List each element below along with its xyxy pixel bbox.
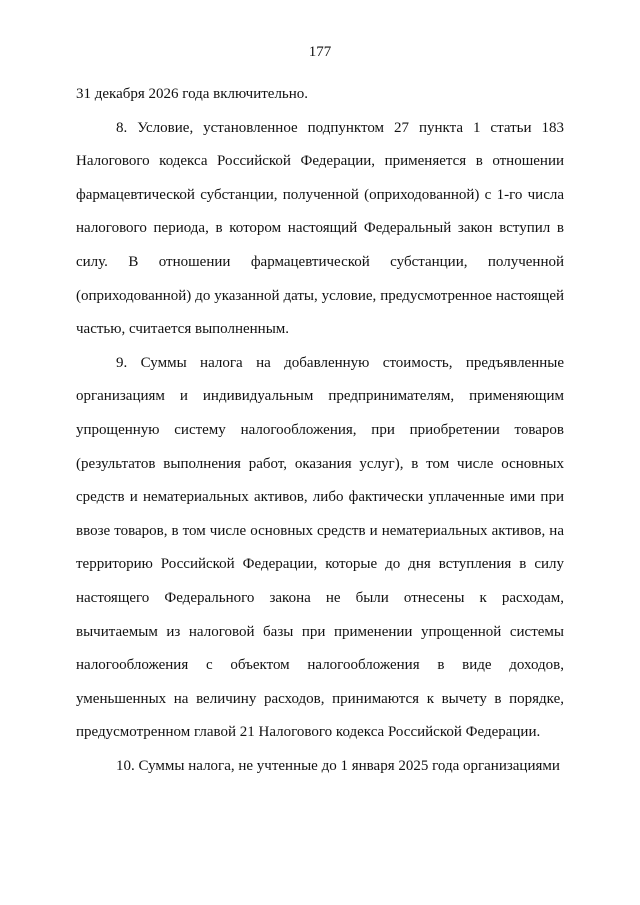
paragraph-continuation: 31 декабря 2026 года включительно. [76, 86, 309, 102]
paragraph-9: 9. Суммы налога на добавленную стоимость, предъявленные организациям и индивидуальным предпринимателям, применяющим упрощенную систему налогообложения, при приобретении товаров (результатов выполнения работ, оказания услуг), в том числе основных средств и нематериальных активов, либо фактически уплаченные ими при ввозе товаров, в том числе основных средств и нематериальных активов, на территорию Российской Федерации, которые до дня вступления в силу настоящего Федерального закона не были отнесены к расходам, вычитаемым из налоговой базы при применении упрощенной системы налогообложения с объектом налогообложения в виде доходов, уменьшенных на величину расходов, принимаются к вычету в порядке, предусмотренном главой 21 Налогового кодекса Российской Федерации. [76, 354, 564, 741]
paragraph-10: 10. Суммы налога, не учтенные до 1 января 2025 года организациями [116, 757, 560, 774]
document-body [76, 78, 564, 783]
page-number: 177 [308, 44, 332, 60]
paragraph-8: 8. Условие, установленное подпунктом 27 пункта 1 статьи 183 Налогового кодекса Российской Федерации, применяется в отношении фармацевтической субстанции, полученной (оприходованной) с 1-го числа налогового периода, в котором настоящий Федеральный закон вступил в силу. В отношении фармацевтической субстанции, полученной (оприходованной) до указанной даты, условие, предусмотренное настоящей частью, считается выполненным. [76, 119, 564, 338]
